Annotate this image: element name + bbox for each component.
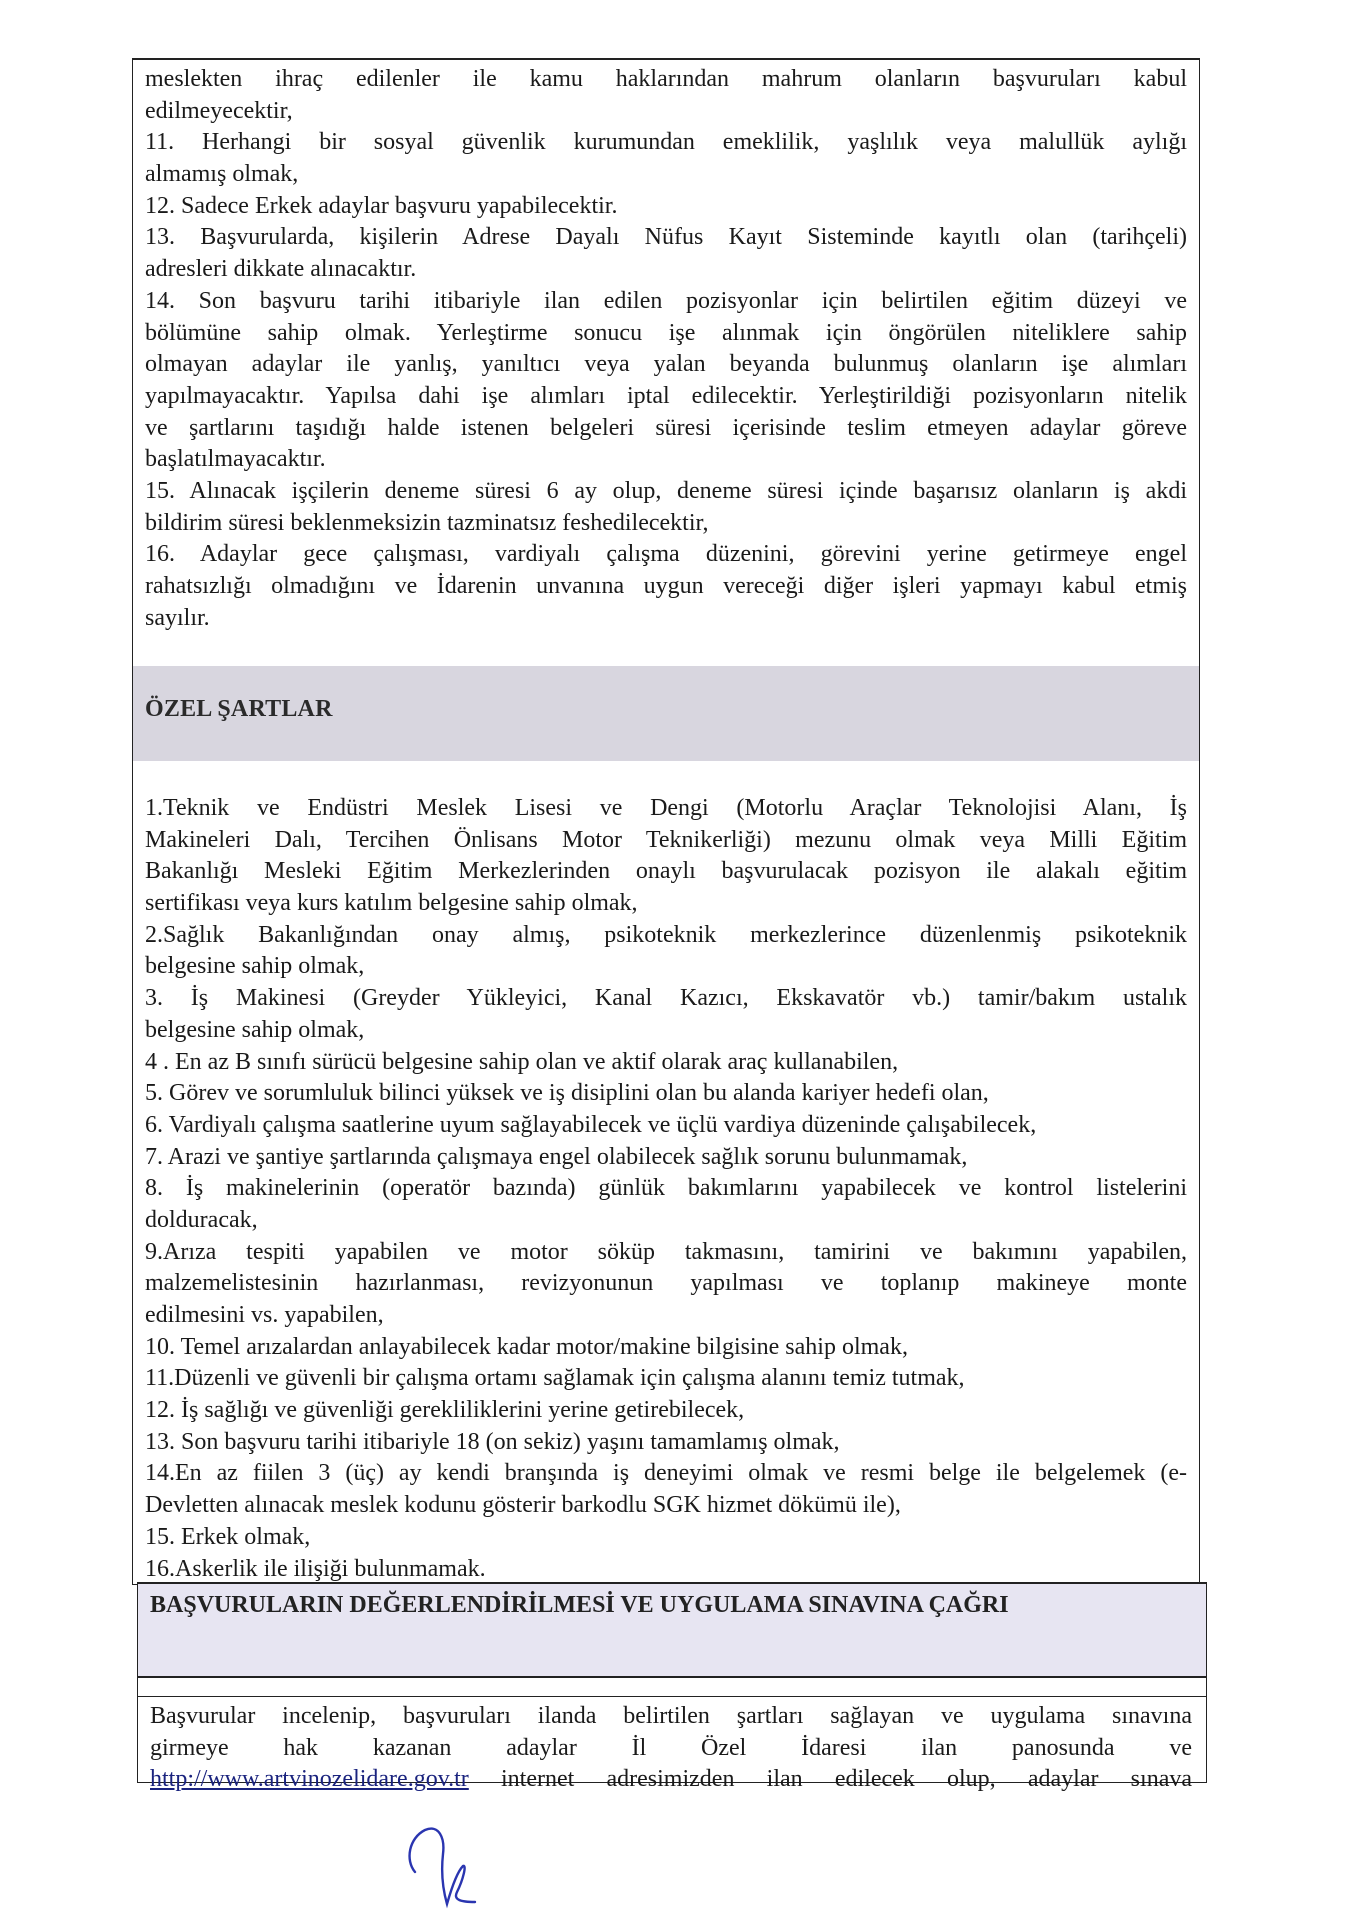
text-line: bildirim süresi beklenmeksizin tazminatsız feshedilecektir, <box>145 509 709 536</box>
ozel-sartlar-title: ÖZEL ŞARTLAR <box>145 696 333 722</box>
text-line: girmeye hak kazanan adaylar İl Özel İdaresi ilan panosunda ve <box>150 1734 1192 1761</box>
text-line: 8. İş makinelerinin (operatör bazında) günlük bakımlarını yapabilecek ve kontrol listelerini <box>145 1175 1187 1202</box>
text-line: bölümüne sahip olmak. Yerleştirme sonucu işe alınmak için öngörülen niteliklere sahip <box>145 319 1187 346</box>
text-line: almamış olmak, <box>145 161 299 188</box>
text-line: ve şartlarını taşıdığı halde istenen belgeleri süresi içerisinde teslim etmeyen adaylar göreve <box>145 414 1187 441</box>
text-line: Devletten alınacak meslek kodunu gösterir barkodlu SGK hizmet dökümü ile), <box>145 1492 901 1519</box>
text-line: Makineleri Dalı, Tercihen Önlisans Motor Teknikerliği) mezunu olmak veya Milli Eğitim <box>145 826 1187 853</box>
text-line: 15. Alınacak işçilerin deneme süresi 6 ay olup, deneme süresi içinde başarısız olanların iş akdi <box>145 477 1187 504</box>
text-line: 11. Herhangi bir sosyal güvenlik kurumundan emeklilik, yaşlılık veya malullük aylığı <box>145 129 1187 156</box>
text-line: edilmeyecektir, <box>145 97 293 124</box>
text-line: 14. Son başvuru tarihi itibariyle ilan edilen pozisyonlar için belirtilen eğitim düzeyi ve <box>145 287 1187 314</box>
text-line: yapılmayacaktır. Yapılsa dahi işe alımları iptal edilecektir. Yerleştirildiği pozisyonların nitelik <box>145 382 1187 409</box>
empty-row <box>138 1676 1206 1697</box>
evaluation-header <box>138 1582 1206 1678</box>
text-line: dolduracak, <box>145 1206 258 1233</box>
text-line: edilmesini vs. yapabilen, <box>145 1302 384 1328</box>
text-line: olmayan adaylar ile yanlış, yanıltıcı veya yalan beyanda bulunmuş olanların işe alımları <box>145 351 1187 378</box>
text-line: Başvurular incelenip, başvuruları ilanda belirtilen şartları sağlayan ve uygulama sınavına <box>150 1703 1192 1729</box>
text-line: meslekten ihraç edilenler ile kamu haklarından mahrum olanların başvuruları kabul <box>145 66 1187 92</box>
text-line <box>150 1764 1192 1796</box>
handwritten-signature <box>405 1820 495 1910</box>
text-line: başlatılmayacaktır. <box>145 446 326 473</box>
ozel-sartlar-header <box>133 666 1199 761</box>
text-line: 15. Erkek olmak, <box>145 1523 311 1550</box>
text-line: sayılır. <box>145 604 210 631</box>
text-line: 5. Görev ve sorumluluk bilinci yüksek ve iş disiplini olan bu alanda kariyer hedefi olan, <box>145 1080 989 1107</box>
website-link[interactable]: http://www.artvinozelidare.gov.tr <box>150 1766 469 1793</box>
general-conditions-continued <box>145 64 1187 634</box>
ozel-sartlar-list <box>145 793 1187 1585</box>
evaluation-text <box>150 1701 1192 1796</box>
text-line: 12. İş sağlığı ve güvenliği gerekliliklerini yerine getirebilecek, <box>145 1397 745 1424</box>
text-line: 1.Teknik ve Endüstri Meslek Lisesi ve Dengi (Motorlu Araçlar Teknolojisi Alanı, İş <box>145 795 1187 821</box>
text-line: 12. Sadece Erkek adaylar başvuru yapabilecektir. <box>145 192 618 219</box>
text-line: 14.En az fiilen 3 (üç) ay kendi branşında iş deneyimi olmak ve resmi belge ile belgelemek (e- <box>145 1460 1187 1487</box>
text-line: 2.Sağlık Bakanlığından onay almış, psikoteknik merkezlerince düzenlenmiş psikoteknik <box>145 921 1187 948</box>
text-line: 11.Düzenli ve güvenli bir çalışma ortamı sağlamak için çalışma alanını temiz tutmak, <box>145 1365 965 1392</box>
text-line: belgesine sahip olmak, <box>145 1016 365 1043</box>
document-table <box>132 58 1200 1585</box>
text-line: 9.Arıza tespiti yapabilen ve motor söküp takmasını, tamirini ve bakımını yapabilen, <box>145 1238 1187 1265</box>
text-line: 10. Temel arızalardan anlayabilecek kadar motor/makine bilgisine sahip olmak, <box>145 1333 908 1360</box>
text-line: 16.Askerlik ile ilişiği bulunmamak. <box>145 1555 486 1582</box>
text-line: malzemelistesinin hazırlanması, revizyonunun yapılması ve toplanıp makineye monte <box>145 1270 1187 1297</box>
text-line: Bakanlığı Mesleki Eğitim Merkezlerinden onaylı başvurulacak pozisyon ile alakalı eğitim <box>145 858 1187 885</box>
text-line: adresleri dikkate alınacaktır. <box>145 256 417 283</box>
text-line: 7. Arazi ve şantiye şartlarında çalışmaya engel olabilecek sağlık sorunu bulunmamak, <box>145 1143 968 1170</box>
evaluation-table <box>137 1582 1207 1793</box>
text-line: 16. Adaylar gece çalışması, vardiyalı çalışma düzenini, görevini yerine getirmeye engel <box>145 541 1187 568</box>
text-line: 4 . En az B sınıfı sürücü belgesine sahip olan ve aktif olarak araç kullanabilen, <box>145 1048 899 1075</box>
text-segment: internet adresimizden ilan edilecek olup, adaylar sınava <box>468 1766 1192 1793</box>
text-line: 13. Son başvuru tarihi itibariyle 18 (on sekiz) yaşını tamamlamış olmak, <box>145 1428 840 1455</box>
evaluation-title: BAŞVURULARIN DEĞERLENDİRİLMESİ VE UYGULAMA SINAVINA ÇAĞRI <box>150 1592 1009 1618</box>
text-line: 13. Başvurularda, kişilerin Adrese Dayalı Nüfus Kayıt Sisteminde kayıtlı olan (tarihçeli) <box>145 224 1187 251</box>
text-line: belgesine sahip olmak, <box>145 953 365 980</box>
text-line: sertifikası veya kurs katılım belgesine sahip olmak, <box>145 890 638 917</box>
text-line: 6. Vardiyalı çalışma saatlerine uyum sağlayabilecek ve üçlü vardiya düzeninde çalışabilecek, <box>145 1111 1037 1138</box>
text-line: 3. İş Makinesi (Greyder Yükleyici, Kanal Kazıcı, Ekskavatör vb.) tamir/bakım ustalık <box>145 985 1187 1012</box>
text-line: rahatsızlığı olmadığını ve İdarenin unvanına uygun vereceği diğer işleri yapmayı kabul etmiş <box>145 573 1187 599</box>
